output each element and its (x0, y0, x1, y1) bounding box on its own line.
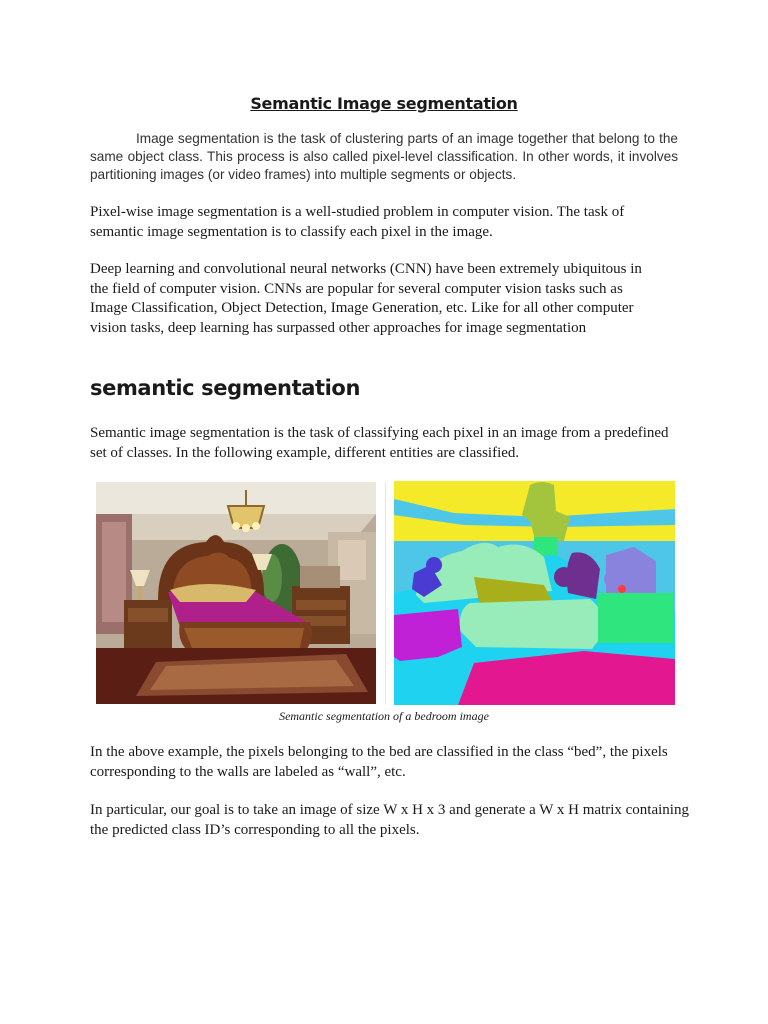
document-title: Semantic Image segmentation (250, 94, 518, 113)
bedroom-photo (96, 482, 376, 704)
paragraph-definition: Semantic image segmentation is the task of classifying each pixel in an image from a predefined set of classes. In the following example, different entities are classified. (90, 425, 669, 461)
paragraph-deep-learning: Deep learning and convolutional neural networks (CNN) have been extremely ubiquitous in the field of computer vision. CNNs are popular for several computer vision tasks such as Image Classification, Object Detection, Image Generation, etc. Like for all other computer vision tasks, deep learning has surpassed other approaches for image segmentation (90, 261, 642, 336)
figure-caption: Semantic segmentation of a bedroom image (279, 709, 489, 723)
paragraph-pixel-wise: Pixel-wise image segmentation is a well-studied problem in computer vision. The task of semantic image segmentation is to classify each pixel in the image. (90, 204, 625, 240)
segmentation-map (394, 481, 675, 705)
paragraph-example: In the above example, the pixels belonging to the bed are classified in the class “bed”, the pixels corresponding to the walls are labeled as “wall”, etc. (90, 744, 668, 780)
paragraph-goal: In particular, our goal is to take an image of size W x H x 3 and generate a W x H matrix containing the predicted class ID’s corresponding to all the pixels. (90, 802, 689, 838)
figure-divider (385, 482, 386, 704)
section-heading: semantic segmentation (90, 376, 361, 400)
intro-paragraph (90, 130, 678, 184)
intro-text: Image segmentation is the task of clustering parts of an image together that belong to the same object class. This process is also called pixel-level classification. In other words, it involves partitioning images (or video frames) into multiple segments or objects. (90, 131, 678, 182)
